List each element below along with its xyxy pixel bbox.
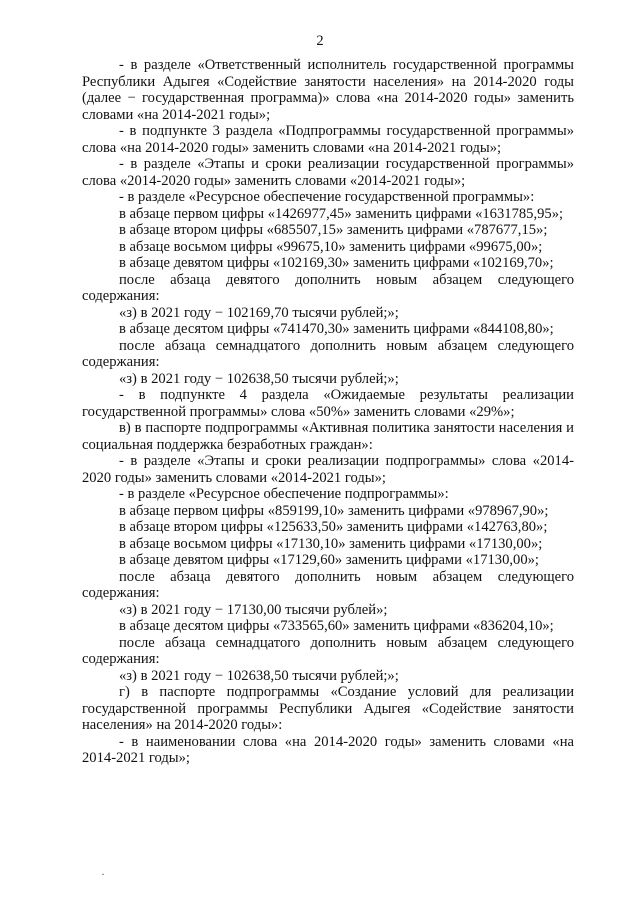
paragraph: в абзаце девятом цифры «17129,60» заменить цифрами «17130,00»; bbox=[119, 552, 539, 568]
paragraph: - в разделе «Ресурсное обеспечение подпрограммы»: bbox=[119, 486, 449, 502]
paragraph: «з) в 2021 году − 102638,50 тысячи рублей;»; bbox=[119, 667, 399, 684]
paragraph: после абзаца семнадцатого дополнить новым абзацем следующего содержания: bbox=[82, 337, 574, 370]
paragraph: - в разделе «Этапы и сроки реализации государственной программы» слова «2014-2020 годы» заменить словами «2014-2021 годы»; bbox=[82, 156, 574, 189]
scan-speck: · bbox=[101, 867, 105, 881]
paragraph: «з) в 2021 году − 17130,00 тысячи рублей»; bbox=[119, 601, 388, 618]
page-number: 2 bbox=[316, 33, 324, 49]
paragraph: после абзаца семнадцатого дополнить новым абзацем следующего содержания: bbox=[82, 634, 574, 667]
paragraph: в) в паспорте подпрограммы «Активная политика занятости населения и социальная поддержка безработных граждан»: bbox=[82, 420, 574, 453]
paragraph: - в подпункте 4 раздела «Ожидаемые результаты реализации государственной программы» слова «50%» заменить словами «29%»; bbox=[82, 387, 574, 420]
paragraph: «з) в 2021 году − 102638,50 тысячи рублей;»; bbox=[119, 370, 399, 387]
paragraph: - в разделе «Этапы и сроки реализации подпрограммы» слова «2014-2020 годы» заменить словами «2014-2021 годы»; bbox=[82, 453, 574, 486]
paragraph: в абзаце десятом цифры «741470,30» заменить цифрами «844108,80»; bbox=[119, 321, 554, 337]
paragraph: в абзаце девятом цифры «102169,30» заменить цифрами «102169,70»; bbox=[119, 255, 554, 271]
paragraph: в абзаце втором цифры «125633,50» заменить цифрами «142763,80»; bbox=[119, 519, 548, 535]
paragraph: - в наименовании слова «на 2014-2020 годы» заменить словами «на 2014-2021 годы»; bbox=[82, 733, 574, 766]
paragraph: в абзаце первом цифры «859199,10» заменить цифрами «978967,90»; bbox=[119, 502, 549, 519]
paragraph: в абзаце втором цифры «685507,15» заменить цифрами «787677,15»; bbox=[119, 222, 548, 238]
document-body bbox=[82, 57, 574, 767]
paragraph: г) в паспорте подпрограммы «Создание условий для реализации государственной программы Республики Адыгея «Содействие занятости населения» на 2014-2020 годы»: bbox=[82, 684, 574, 733]
paragraph: - в подпункте 3 раздела «Подпрограммы государственной программы» слова «на 2014-2020 годы» заменить словами «на 2014-2021 годы»; bbox=[82, 123, 574, 156]
paragraph: «з) в 2021 году − 102169,70 тысячи рублей;»; bbox=[119, 304, 399, 321]
paragraph: - в разделе «Ответственный исполнитель государственной программы Республики Адыгея «Содействие занятости населения» на 2014-2020 годы (далее − государственная программа)» слова «на 2014-2020 годы» заменить словами «на 2014-2021 годы»; bbox=[82, 57, 574, 123]
paragraph: в абзаце первом цифры «1426977,45» заменить цифрами «1631785,95»; bbox=[119, 205, 564, 222]
paragraph: - в разделе «Ресурсное обеспечение государственной программы»: bbox=[119, 189, 535, 205]
paragraph: в абзаце десятом цифры «733565,60» заменить цифрами «836204,10»; bbox=[119, 618, 554, 634]
paragraph: в абзаце восьмом цифры «99675,10» заменить цифрами «99675,00»; bbox=[119, 238, 543, 255]
paragraph: после абзаца девятого дополнить новым абзацем следующего содержания: bbox=[82, 271, 574, 304]
paragraph: в абзаце восьмом цифры «17130,10» заменить цифрами «17130,00»; bbox=[119, 535, 543, 552]
paragraph: после абзаца девятого дополнить новым абзацем следующего содержания: bbox=[82, 568, 574, 601]
